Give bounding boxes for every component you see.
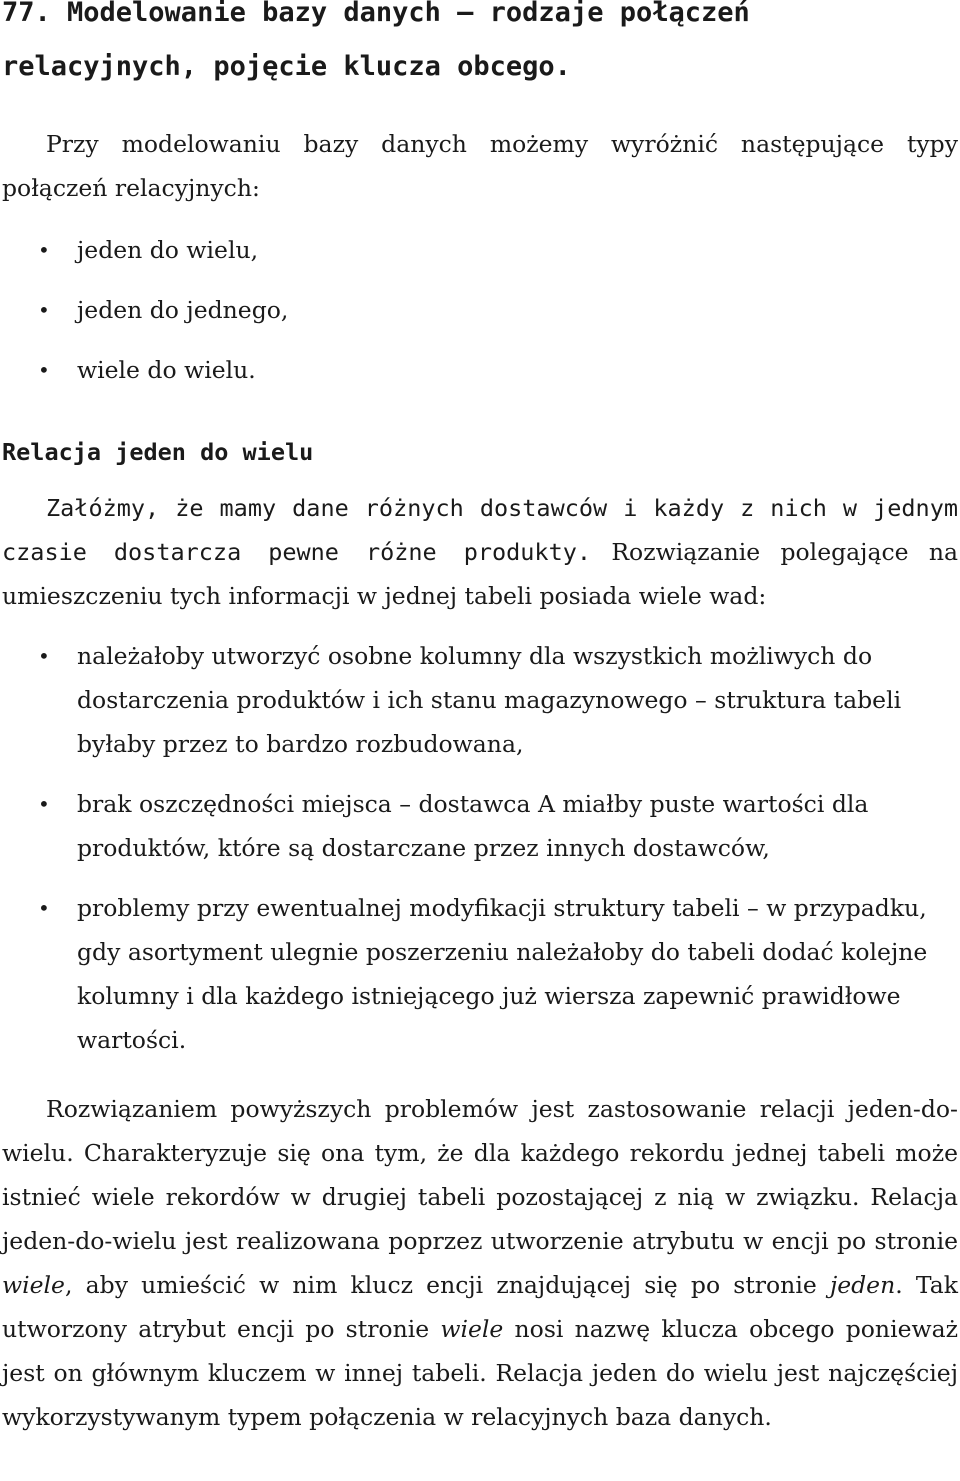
- page-title: [2, 0, 942, 94]
- list-item: [0, 886, 960, 1062]
- list-item-text: jeden do wielu,: [77, 236, 259, 264]
- list-item: [0, 782, 960, 870]
- list-item-text: jeden do jednego,: [77, 296, 289, 324]
- page-title-line2: relacyjnych, pojęcie klucza obcego.: [2, 51, 571, 82]
- solution-text-3: . Tak utworzony atrybut encji po stronie: [2, 1271, 958, 1343]
- list-item: [0, 288, 960, 332]
- drawbacks-list: [0, 634, 960, 1062]
- bullet-icon: •: [38, 358, 50, 382]
- bullet-icon: •: [38, 792, 50, 816]
- solution-text-1: Rozwiązaniem powyższych problemów jest zastosowanie relacji jeden-do-wielu. Charakteryzuje się ona tym, że dla każdego rekordu jednej tabeli może istnieć wiele rekordów w drugiej tabeli pozostającej z nią w związku. Relacja jeden-do-wielu jest realizowana poprzez utworzenie atrybutu w encji po stronie: [2, 1095, 958, 1255]
- solution-text-2: , aby umieścić w nim klucz encji znajdującej się po stronie: [64, 1271, 830, 1299]
- list-item-text: problemy przy ewentualnej modyfikacji struktury tabeli – w przypadku, gdy asortyment ulegnie poszerzeniu należałoby do tabeli dodać kolejne kolumny i dla każdego istniejącego już wiersza zapewnić prawidłowe wartości.: [77, 894, 928, 1054]
- bullet-icon: •: [38, 298, 50, 322]
- page-title-line1: 77. Modelowanie bazy danych – rodzaje połączeń: [2, 0, 750, 28]
- solution-emphasis-3: wiele: [440, 1315, 504, 1343]
- list-item: [0, 228, 960, 272]
- bullet-icon: •: [38, 896, 50, 920]
- solution-text-4: nosi nazwę klucza obcego ponieważ jest on głównym kluczem w innej tabeli. Relacja jeden do wielu jest najczęściej wykorzystywanym typem połączenia w relacyjnych baza danych.: [2, 1315, 958, 1431]
- intro-paragraph: Przy modelowaniu bazy danych możemy wyróżnić następujące typy połączeń relacyjnych:: [2, 130, 958, 202]
- relation-types-list: [0, 228, 960, 392]
- solution-paragraph: [2, 1087, 958, 1439]
- list-item: [0, 634, 960, 766]
- list-item-text: wiele do wielu.: [77, 356, 256, 384]
- solution-emphasis-1: wiele: [2, 1271, 65, 1299]
- list-item-text: brak oszczędności miejsca – dostawca A miałby puste wartości dla produktów, które są dostarczane przez innych dostawców,: [77, 790, 869, 862]
- list-item-text: należałoby utworzyć osobne kolumny dla wszystkich możliwych do dostarczenia produktów i ich stanu magazynowego – struktura tabeli byłaby przez to bardzo rozbudowana,: [77, 642, 902, 758]
- solution-emphasis-2: jeden: [829, 1271, 896, 1299]
- section-title: Relacja jeden do wielu: [2, 438, 314, 466]
- bullet-icon: •: [38, 644, 50, 668]
- assume-paragraph-serif: Rozwiązanie polegające na umieszczeniu tych informacji w jednej tabeli posiada wiele wad:: [2, 538, 958, 610]
- assume-paragraph: [2, 486, 958, 618]
- bullet-icon: •: [38, 238, 50, 262]
- assume-paragraph-mono: Załóżmy, że mamy dane różnych dostawców i każdy z nich w jednym czasie dostarcza pewne różne produkty.: [2, 494, 958, 566]
- list-item: [0, 348, 960, 392]
